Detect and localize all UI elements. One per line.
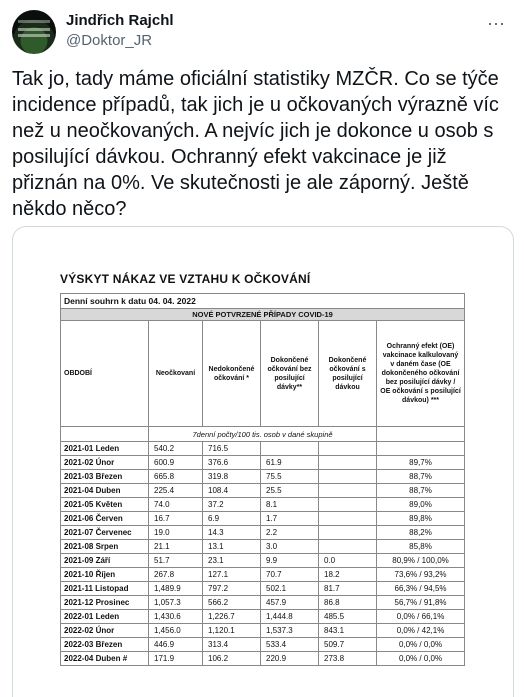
table-row	[61, 638, 465, 652]
cell-c1: 1,430.6	[149, 610, 203, 624]
cell-oe: 89,8%	[377, 512, 465, 526]
cell-oe: 56,7% / 91,8%	[377, 596, 465, 610]
header-unvaccinated: Neočkovaní	[149, 321, 203, 427]
cell-period: 2021-02 Únor	[61, 456, 149, 470]
header-complete-booster: Dokončené očkování s posilující dávkou	[319, 321, 377, 427]
cell-period: 2022-01 Leden	[61, 610, 149, 624]
cell-c1: 665.8	[149, 470, 203, 484]
cell-period: 2022-02 Únor	[61, 624, 149, 638]
cell-oe: 0,0% / 66,1%	[377, 610, 465, 624]
cell-c1: 171.9	[149, 652, 203, 666]
cell-c1: 1,456.0	[149, 624, 203, 638]
tweet-header	[12, 10, 512, 54]
cell-c2: 797.2	[203, 582, 261, 596]
cell-c1: 267.8	[149, 568, 203, 582]
cell-c3: 25.5	[261, 484, 319, 498]
header-incomplete: Nedokončené očkování *	[203, 321, 261, 427]
cell-c4	[319, 484, 377, 498]
table-row	[61, 624, 465, 638]
cell-c2: 23.1	[203, 554, 261, 568]
cell-oe: 88,7%	[377, 484, 465, 498]
cell-c1: 19.0	[149, 526, 203, 540]
cell-c2: 14.3	[203, 526, 261, 540]
cell-period: 2021-01 Leden	[61, 442, 149, 456]
cell-c2: 108.4	[203, 484, 261, 498]
unit-note: 7denní počty/100 tis. osob v dané skupině	[149, 427, 377, 442]
table-row	[61, 442, 465, 456]
cell-c4: 86.8	[319, 596, 377, 610]
cell-c1: 540.2	[149, 442, 203, 456]
cell-period: 2021-06 Červen	[61, 512, 149, 526]
table-row	[61, 526, 465, 540]
cell-c4: 843.1	[319, 624, 377, 638]
cell-period: 2021-10 Říjen	[61, 568, 149, 582]
cell-period: 2021-08 Srpen	[61, 540, 149, 554]
table-row	[61, 470, 465, 484]
cell-c2: 319.8	[203, 470, 261, 484]
cell-c3: 61.9	[261, 456, 319, 470]
cell-oe: 88,2%	[377, 526, 465, 540]
cell-period: 2021-03 Březen	[61, 470, 149, 484]
cell-c3: 502.1	[261, 582, 319, 596]
cell-c4	[319, 442, 377, 456]
cell-c2: 1,120.1	[203, 624, 261, 638]
cell-oe: 0,0% / 42,1%	[377, 624, 465, 638]
table-row	[61, 540, 465, 554]
cell-c1: 1,057.3	[149, 596, 203, 610]
author-handle[interactable]: @Doktor_JR	[66, 32, 153, 49]
author-name[interactable]: Jindřich Rajchl	[66, 12, 174, 29]
cell-c3: 1.7	[261, 512, 319, 526]
cell-c1: 16.7	[149, 512, 203, 526]
cell-c4: 509.7	[319, 638, 377, 652]
cell-c4	[319, 512, 377, 526]
cell-c4: 0.0	[319, 554, 377, 568]
cell-c3: 8.1	[261, 498, 319, 512]
cell-c3	[261, 442, 319, 456]
table-subtitle: NOVÉ POTVRZENÉ PŘÍPADY COVID-19	[61, 309, 465, 321]
cell-oe: 85,8%	[377, 540, 465, 554]
table-row	[61, 554, 465, 568]
cell-c4	[319, 498, 377, 512]
cell-c4	[319, 470, 377, 484]
cell-c2: 127.1	[203, 568, 261, 582]
cell-c3: 533.4	[261, 638, 319, 652]
cell-period: 2021-11 Listopad	[61, 582, 149, 596]
cell-c2: 566.2	[203, 596, 261, 610]
cell-c3: 75.5	[261, 470, 319, 484]
cell-c1: 1,489.9	[149, 582, 203, 596]
tweet-text: Tak jo, tady máme oficiální statistiky MZČR. Co se týče incidence případů, tak jich je u očkovaných výrazně víc než u neočkovaných. A nejvíc jich je dokonce u osob s posilující dávkou. Ochranný efekt vakcinace je již přiznán na 0%. Ve skutečnosti je ale záporný. Ještě někdo něco?	[12, 68, 505, 220]
cell-oe: 89,0%	[377, 498, 465, 512]
header-period: OBDOBÍ	[61, 321, 149, 427]
table-row	[61, 484, 465, 498]
cell-c1: 225.4	[149, 484, 203, 498]
cell-c2: 716.5	[203, 442, 261, 456]
cell-period: 2021-12 Prosinec	[61, 596, 149, 610]
cell-c2: 13.1	[203, 540, 261, 554]
cell-oe: 80,9% / 100,0%	[377, 554, 465, 568]
cell-period: 2021-09 Září	[61, 554, 149, 568]
header-protective-effect: Ochranný efekt (OE) vakcinace kalkulovaný v daném čase (OE dokončeného očkování bez posilující dávky / OE očkování s posilující dávkou) ***	[377, 321, 465, 427]
cell-c3: 3.0	[261, 540, 319, 554]
cell-c2: 1,226.7	[203, 610, 261, 624]
cell-c2: 6.9	[203, 512, 261, 526]
cell-oe: 89,7%	[377, 456, 465, 470]
cell-c3: 457.9	[261, 596, 319, 610]
table-row	[61, 582, 465, 596]
cell-period: 2022-04 Duben #	[61, 652, 149, 666]
cell-oe: 73,6% / 93,2%	[377, 568, 465, 582]
cell-period: 2021-07 Červenec	[61, 526, 149, 540]
cell-c1: 446.9	[149, 638, 203, 652]
cell-c4: 18.2	[319, 568, 377, 582]
table-row	[61, 568, 465, 582]
statistics-table	[60, 293, 465, 666]
cell-period: 2022-03 Březen	[61, 638, 149, 652]
cell-c2: 37.2	[203, 498, 261, 512]
table-row	[61, 596, 465, 610]
cell-oe	[377, 442, 465, 456]
cell-c2: 106.2	[203, 652, 261, 666]
cell-oe: 0,0% / 0,0%	[377, 652, 465, 666]
cell-c3: 2.2	[261, 526, 319, 540]
daily-summary: Denní souhrn k datu 04. 04. 2022	[61, 294, 465, 309]
table-row	[61, 610, 465, 624]
cell-c4	[319, 540, 377, 554]
cell-c3: 220.9	[261, 652, 319, 666]
cell-c4: 273.8	[319, 652, 377, 666]
cell-c1: 21.1	[149, 540, 203, 554]
cell-c2: 376.6	[203, 456, 261, 470]
unit-spacer	[377, 427, 465, 442]
cell-c4: 485.5	[319, 610, 377, 624]
table-row	[61, 498, 465, 512]
cell-period: 2021-04 Duben	[61, 484, 149, 498]
avatar[interactable]	[12, 10, 56, 54]
cell-c2: 313.4	[203, 638, 261, 652]
header-complete-no-booster: Dokončené očkování bez posilující dávky**	[261, 321, 319, 427]
table-row	[61, 512, 465, 526]
table-title: VÝSKYT NÁKAZ VE VZTAHU K OČKOVÁNÍ	[60, 272, 311, 286]
cell-c3: 1,537.3	[261, 624, 319, 638]
cell-c3: 1,444.8	[261, 610, 319, 624]
cell-c4: 81.7	[319, 582, 377, 596]
cell-c1: 51.7	[149, 554, 203, 568]
cell-c1: 600.9	[149, 456, 203, 470]
cell-c1: 74.0	[149, 498, 203, 512]
cell-c4	[319, 526, 377, 540]
unit-spacer	[61, 427, 149, 442]
cell-period: 2021-05 Květen	[61, 498, 149, 512]
table-row	[61, 456, 465, 470]
cell-oe: 0,0% / 0,0%	[377, 638, 465, 652]
table-row	[61, 652, 465, 666]
cell-oe: 88,7%	[377, 470, 465, 484]
cell-c3: 9.9	[261, 554, 319, 568]
more-icon[interactable]: ⋯	[487, 14, 506, 34]
cell-c4	[319, 456, 377, 470]
cell-c3: 70.7	[261, 568, 319, 582]
cell-oe: 66,3% / 94,5%	[377, 582, 465, 596]
